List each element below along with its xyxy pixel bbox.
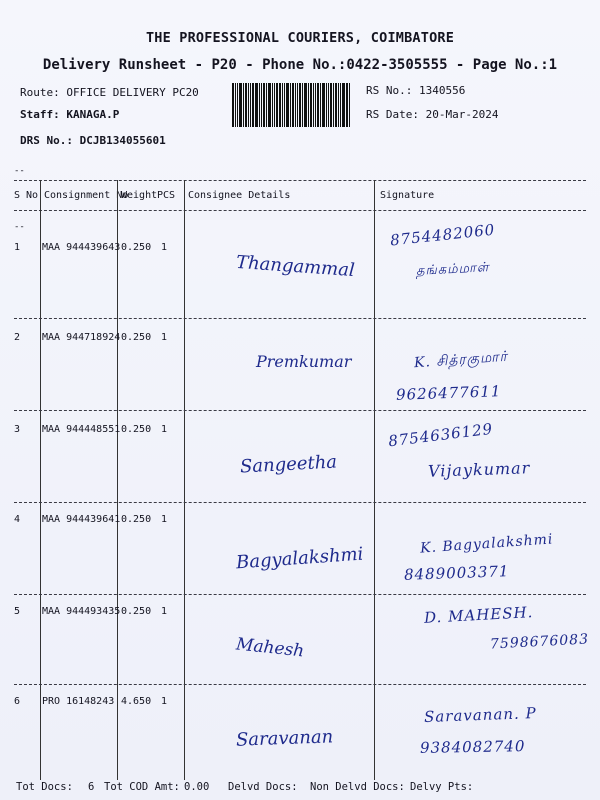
rs-number: RS No.: 1340556 <box>366 84 466 97</box>
barcode-bar <box>349 83 350 127</box>
row-consignment-no: MAA 944493435 <box>42 606 121 617</box>
barcode-bar <box>255 83 258 127</box>
runsheet-subtitle: Delivery Runsheet - P20 - Phone No.:0422-3505555 - Page No.:1 <box>42 57 558 73</box>
staff-field: Staff: KANAGA.P <box>20 108 120 121</box>
row-consignment-no: MAA 944439641 <box>42 514 121 525</box>
col-signature: Signature <box>380 190 435 201</box>
column-divider <box>117 180 118 780</box>
signature-phone: 8754482060 <box>389 220 497 250</box>
delvd-docs-label: Delvd Docs: <box>228 781 298 793</box>
barcode-bar <box>320 83 321 127</box>
column-divider <box>374 180 375 780</box>
barcode-bar <box>328 83 329 127</box>
col-consignment: Consignment No <box>44 190 129 201</box>
tot-docs-label: Tot Docs: <box>16 781 73 793</box>
col-consignee: Consignee Details <box>188 190 291 201</box>
barcode-bar <box>310 83 312 127</box>
signature-name: K. Bagyalakshmi <box>419 531 554 557</box>
signature-name: Saravanan. P <box>423 704 537 726</box>
col-pcs: PCS <box>157 190 176 201</box>
row-pcs: 1 <box>161 242 168 253</box>
barcode-bar <box>315 83 316 127</box>
consignee-handwriting: Thangammal <box>235 251 356 282</box>
barcode-bar <box>340 83 341 127</box>
barcode-bar <box>333 83 334 127</box>
barcode-bar <box>274 83 275 127</box>
barcode-image <box>232 83 357 127</box>
row-pcs: 1 <box>161 696 168 707</box>
signature-name: Vijaykumar <box>427 458 531 481</box>
signature-phone: 9626477611 <box>395 382 502 404</box>
barcode-bar <box>243 83 244 127</box>
col-weight: Weight <box>121 190 158 201</box>
row-weight: 0.250 <box>121 514 152 525</box>
table-top-rule <box>14 180 586 181</box>
barcode-bar <box>317 83 319 127</box>
barcode-bar <box>250 83 251 127</box>
barcode-bar <box>338 83 339 127</box>
barcode-bar <box>346 83 348 127</box>
barcode-bar <box>259 83 260 127</box>
row-pcs: 1 <box>161 424 168 435</box>
row-consignment-no: MAA 944718924 <box>42 332 121 343</box>
barcode-bar <box>330 83 332 127</box>
barcode-bar <box>313 83 314 127</box>
delvy-pts-label: Delvy Pts: <box>410 781 474 793</box>
barcode-bar <box>245 83 247 127</box>
dash-marker: -- <box>14 222 25 232</box>
barcode-bar <box>304 83 307 127</box>
rs-date: RS Date: 20-Mar-2024 <box>366 108 499 121</box>
row-pcs: 1 <box>161 514 168 525</box>
barcode-bar <box>342 83 345 127</box>
row-sno: 4 <box>14 514 21 525</box>
row-consignment-no: PRO 16148243 <box>42 696 115 707</box>
dash-marker: -- <box>14 166 25 176</box>
drs-number: DRS No.: DCJB134055601 <box>20 134 166 147</box>
barcode-bar <box>235 83 236 127</box>
signature-phone: 9384082740 <box>419 737 526 757</box>
signature-name: தங்கம்மாள் <box>415 260 490 279</box>
row-sno: 3 <box>14 424 21 435</box>
col-sno: S No <box>14 190 39 201</box>
signature-phone: 8489003371 <box>403 562 510 584</box>
row-weight: 0.250 <box>121 242 152 253</box>
barcode-bar <box>292 83 294 127</box>
row-weight: 0.250 <box>121 424 152 435</box>
barcode-bar <box>299 83 301 127</box>
header-rule <box>14 210 586 211</box>
tot-cod-value: 0.00 <box>184 781 210 793</box>
row-consignment-no: MAA 944448551 <box>42 424 121 435</box>
barcode-bar <box>272 83 273 127</box>
row-divider <box>14 410 586 411</box>
consignee-handwriting: Bagyalakshmi <box>235 543 365 574</box>
row-sno: 5 <box>14 606 21 617</box>
barcode-bar <box>295 83 296 127</box>
company-title: THE PROFESSIONAL COURIERS, COIMBATORE <box>145 30 455 46</box>
row-consignment-no: MAA 944439643 <box>42 242 121 253</box>
barcode-bar <box>276 83 278 127</box>
barcode-bar <box>268 83 271 127</box>
row-weight: 0.250 <box>121 606 152 617</box>
barcode-bar <box>284 83 285 127</box>
barcode-bar <box>302 83 303 127</box>
barcode-bar <box>286 83 289 127</box>
row-sno: 2 <box>14 332 21 343</box>
row-divider <box>14 594 586 595</box>
consignee-handwriting: Premkumar <box>256 352 352 371</box>
barcode-bar <box>279 83 281 127</box>
barcode-bar <box>263 83 265 127</box>
barcode-bar <box>322 83 325 127</box>
signature-phone: 7598676083 <box>489 631 590 653</box>
barcode-bar <box>232 83 234 127</box>
row-divider <box>14 318 586 319</box>
barcode-bar <box>248 83 249 127</box>
barcode-bar <box>282 83 283 127</box>
row-divider <box>14 502 586 503</box>
non-delvd-docs-label: Non Delvd Docs: <box>310 781 405 793</box>
consignee-handwriting: Mahesh <box>235 634 306 662</box>
row-sno: 6 <box>14 696 21 707</box>
consignee-handwriting: Sangeetha <box>239 451 338 478</box>
barcode-bar <box>335 83 337 127</box>
row-divider <box>14 684 586 685</box>
barcode-bar <box>297 83 298 127</box>
barcode-bar <box>237 83 238 127</box>
column-divider <box>184 180 185 780</box>
row-weight: 0.250 <box>121 332 152 343</box>
barcode-bar <box>290 83 291 127</box>
row-sno: 1 <box>14 242 21 253</box>
signature-phone: 8754636129 <box>387 419 495 451</box>
row-weight: 4.650 <box>121 696 152 707</box>
barcode-bar <box>326 83 327 127</box>
barcode-bar <box>239 83 242 127</box>
row-pcs: 1 <box>161 606 168 617</box>
barcode-bar <box>266 83 267 127</box>
barcode-bar <box>308 83 309 127</box>
consignee-handwriting: Saravanan <box>235 726 334 751</box>
tot-cod-label: Tot COD Amt: <box>104 781 180 793</box>
column-divider <box>40 180 41 780</box>
row-pcs: 1 <box>161 332 168 343</box>
signature-name: K. சித்ரகுமார் <box>413 348 509 372</box>
barcode-bar <box>261 83 262 127</box>
signature-name: D. MAHESH. <box>423 603 534 627</box>
barcode-bar <box>252 83 254 127</box>
tot-docs-value: 6 <box>88 781 95 793</box>
route-field: Route: OFFICE DELIVERY PC20 <box>20 86 199 99</box>
